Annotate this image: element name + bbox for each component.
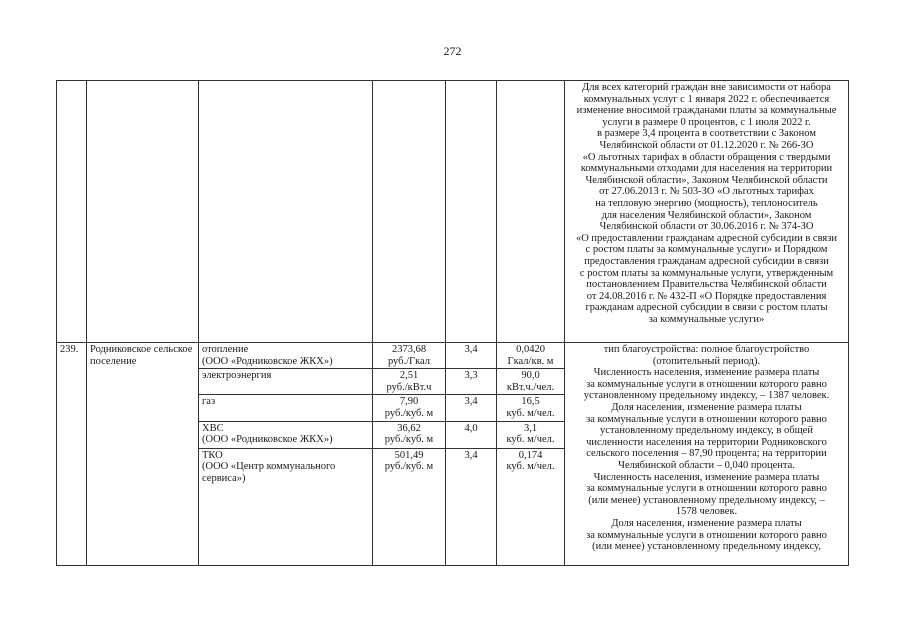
note-line: Численность населения, изменение размера платы bbox=[593, 367, 820, 379]
tariff-cell: 36,62 руб./куб. м bbox=[373, 421, 446, 448]
index-cell: 3,4 bbox=[446, 343, 497, 369]
note-line: для населения Челябинской области», Законом bbox=[601, 209, 812, 221]
index-cell: 3,3 bbox=[446, 369, 497, 395]
note-line: от 27.06.2013 г. № 503-ЗО «О льготных тарифах bbox=[599, 186, 814, 198]
service-name: ХВС (ООО «Родниковское ЖКХ») bbox=[199, 421, 373, 448]
note-line: предоставления гражданам адресной субсидии в связи bbox=[584, 255, 829, 267]
index-cell: 3,4 bbox=[446, 448, 497, 565]
note-line: за коммунальные услуги в отношении которого равно bbox=[586, 529, 827, 541]
note-line: Челябинской области – 0,040 процента. bbox=[618, 459, 795, 471]
index-cell: 4,0 bbox=[446, 421, 497, 448]
cell-empty bbox=[446, 81, 497, 343]
service-name: ТКО (ООО «Центр коммунального сервиса») bbox=[199, 448, 373, 565]
note-line: от 24.08.2016 г. № 432-П «О Порядке предоставления bbox=[586, 290, 827, 302]
note-line: за коммунальные услуги» bbox=[648, 313, 765, 325]
cell-empty bbox=[497, 81, 565, 343]
note-line: Численность населения, изменение размера платы bbox=[593, 471, 820, 483]
norm-cell: 0,174 куб. м/чел. bbox=[497, 448, 565, 565]
intro-note-cell bbox=[565, 81, 849, 343]
note-line: (или менее) установленному предельному индексу, – bbox=[588, 494, 825, 506]
note-line: Доля населения, изменение размера платы bbox=[611, 401, 802, 413]
service-name: газ bbox=[199, 395, 373, 421]
note-line: в размере 3,4 процента в соответствии с Законом bbox=[597, 128, 816, 140]
entry-number: 239. bbox=[57, 343, 87, 566]
note-line: на тепловую энергию (мощность), теплоноситель bbox=[595, 197, 818, 209]
note-line: за коммунальные услуги в отношении которого равно bbox=[586, 413, 827, 425]
note-line: сельского поселения – 87,90 процента; на территории bbox=[586, 448, 827, 460]
note-line: Челябинской области от 01.12.2020 г. № 266-ЗО bbox=[599, 139, 814, 151]
cell-empty bbox=[57, 81, 87, 343]
norm-cell: 90,0 кВт.ч./чел. bbox=[497, 369, 565, 395]
note-line: «О предоставлении гражданам адресной субсидии в связи bbox=[575, 232, 838, 244]
index-cell: 3,4 bbox=[446, 395, 497, 421]
note-line: услуги в размере 0 процентов, с 1 июля 2022 г. bbox=[602, 116, 811, 128]
tariff-cell: 2,51 руб./кВт.ч bbox=[373, 369, 446, 395]
note-line: Челябинской области от 30.06.2016 г. № 374-ЗО bbox=[599, 221, 814, 233]
page-number: 272 bbox=[443, 44, 462, 58]
municipality-name: Родниковское сельское поселение bbox=[87, 343, 199, 566]
service-row bbox=[57, 343, 849, 369]
norm-cell: 3,1 куб. м/чел. bbox=[497, 421, 565, 448]
note-line: численности населения на территории Родниковского bbox=[586, 436, 827, 448]
tariff-cell: 2373,68 руб./Гкал bbox=[373, 343, 446, 369]
cell-empty bbox=[373, 81, 446, 343]
note-line: за коммунальные услуги в отношении которого равно bbox=[586, 483, 827, 495]
note-line: коммунальными отходами для населения на территории bbox=[580, 163, 833, 175]
entry-note-cell bbox=[565, 343, 849, 566]
note-line: «О льготных тарифах в области обращения с твердыми bbox=[582, 151, 831, 163]
cell-empty bbox=[199, 81, 373, 343]
note-line: (или менее) установленному предельному индексу, bbox=[592, 541, 821, 553]
note-line: с ростом платы за коммунальные услуги» и Порядком bbox=[585, 244, 828, 256]
note-line: (отопительный период). bbox=[652, 355, 761, 367]
tariff-table bbox=[56, 80, 849, 566]
note-line: изменение вносимой гражданами платы за коммунальные bbox=[576, 105, 837, 117]
tariff-cell: 7,90 руб./куб. м bbox=[373, 395, 446, 421]
note-line: Для всех категорий граждан вне зависимости от набора bbox=[582, 82, 831, 93]
note-line: Доля населения, изменение размера платы bbox=[611, 517, 802, 529]
note-line: с ростом платы за коммунальные услуги, утвержденным bbox=[579, 267, 834, 279]
note-line: 1578 человек. bbox=[675, 506, 738, 518]
norm-cell: 16,5 куб. м/чел. bbox=[497, 395, 565, 421]
note-line: Челябинской области», Законом Челябинской области bbox=[585, 174, 828, 186]
note-line: за коммунальные услуги в отношении которого равно bbox=[586, 378, 827, 390]
norm-cell: 0,0420 Гкал/кв. м bbox=[497, 343, 565, 369]
note-line: установленному предельному индексу, – 1387 человек. bbox=[583, 390, 830, 402]
note-line: тип благоустройства: полное благоустройство bbox=[603, 344, 810, 355]
note-line: гражданам адресной субсидии в связи с ростом платы bbox=[585, 302, 828, 314]
continuation-row bbox=[57, 81, 849, 343]
cell-empty bbox=[87, 81, 199, 343]
tariff-cell: 501,49 руб./куб. м bbox=[373, 448, 446, 565]
note-line: установленному предельному индексу, в общей bbox=[600, 425, 813, 437]
service-name: электроэнергия bbox=[199, 369, 373, 395]
service-name: отопление (ООО «Родниковское ЖКХ») bbox=[199, 343, 373, 369]
note-line: коммунальных услуг с 1 января 2022 г. обеспечивается bbox=[583, 93, 830, 105]
note-line: постановлением Правительства Челябинской области bbox=[586, 279, 827, 291]
